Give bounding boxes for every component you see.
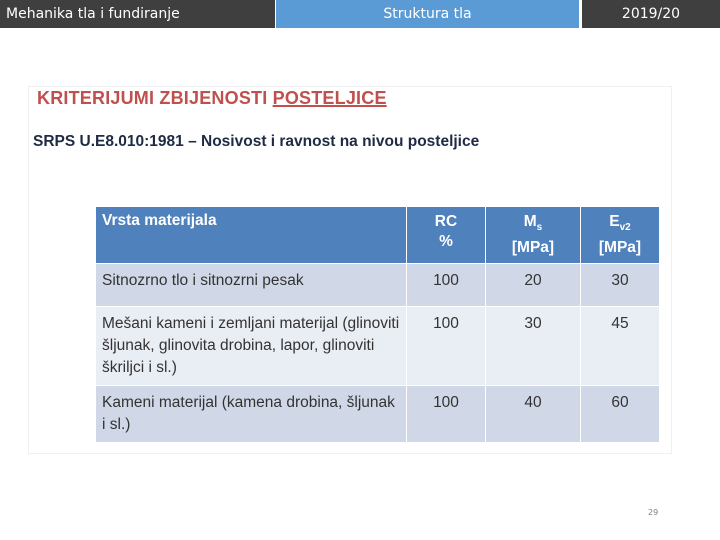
- cell-ms: 20: [486, 264, 581, 307]
- header-ms: [486, 207, 581, 264]
- header-rc-label: RC: [434, 213, 458, 230]
- cell-rc: 100: [407, 307, 486, 386]
- cell-ev: 60: [581, 386, 660, 443]
- table-header-row: [96, 207, 660, 264]
- slide-title: [37, 88, 387, 109]
- cell-rc: 100: [407, 264, 486, 307]
- slide-image: [29, 87, 671, 453]
- slide-subtitle: SRPS U.E8.010:1981 – Nosivost i ravnost na nivou posteljice: [33, 133, 480, 150]
- cell-material: Kameni materijal (kamena drobina, šljunak i sl.): [96, 386, 407, 443]
- cell-ms: 30: [486, 307, 581, 386]
- header-bar: [0, 0, 720, 30]
- table-row: [96, 386, 660, 443]
- course-title: Mehanika tla i fundiranje: [0, 0, 275, 28]
- slide-title-part1: KRITERIJUMI ZBIJENOSTI: [37, 88, 273, 108]
- header-ev-label: $E_{v2}$: [609, 213, 631, 234]
- header-rc-unit: %: [439, 233, 453, 250]
- header-material: Vrsta materijala: [96, 207, 407, 264]
- header-ev: [581, 207, 660, 264]
- slide-title-part2: POSTELJICE: [272, 88, 387, 108]
- header-ms-label: $M_s$: [523, 213, 543, 234]
- cell-ev: 30: [581, 264, 660, 307]
- table-row: [96, 264, 660, 307]
- cell-ms: 40: [486, 386, 581, 443]
- academic-year: 2019/20: [582, 0, 720, 28]
- topic-title: Struktura tla: [276, 0, 579, 28]
- header-ms-unit: [MPa]: [511, 239, 555, 257]
- cell-material: Sitnozrno tlo i sitnozrni pesak: [96, 264, 407, 307]
- cell-ev: 45: [581, 307, 660, 386]
- header-rc: [407, 207, 486, 264]
- page-number: 29: [648, 508, 659, 517]
- header-ev-unit: [MPa]: [598, 239, 642, 257]
- cell-rc: 100: [407, 386, 486, 443]
- criteria-table: [95, 206, 660, 443]
- table-row: [96, 307, 660, 386]
- cell-material: Mešani kameni i zemljani materijal (glinoviti šljunak, glinovita drobina, lapor, glinoviti škriljci i sl.): [96, 307, 407, 386]
